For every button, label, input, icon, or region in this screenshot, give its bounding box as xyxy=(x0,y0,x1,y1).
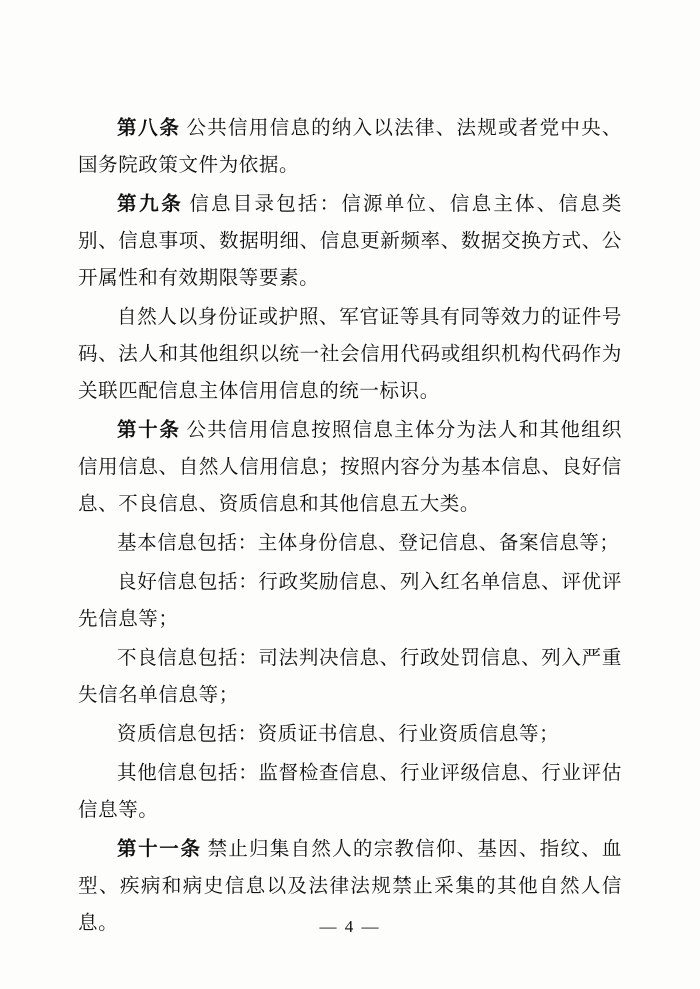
paragraph-text: 其他信息包括：监督检查信息、行业评级信息、行业评估信息等。 xyxy=(78,763,622,821)
paragraph xyxy=(78,755,622,829)
paragraph-text: 自然人以身份证或护照、军官证等具有同等效力的证件号码、法人和其他组织以统一社会信用代码或组织机构代码作为关联匹配信息主体信用信息的统一标识。 xyxy=(78,307,622,402)
paragraph xyxy=(78,564,622,638)
paragraph-text: 信息目录包括：信源单位、信息主体、信息类别、信息事项、数据明细、信息更新频率、数据交换方式、公开属性和有效期限等要素。 xyxy=(78,194,622,289)
page-footer xyxy=(0,917,700,937)
paragraph xyxy=(78,299,622,410)
paragraph xyxy=(78,412,622,523)
paragraph-text: 资质信息包括：资质证书信息、行业资质信息等； xyxy=(117,724,560,745)
article-label: 第十条 xyxy=(117,420,181,441)
paragraph xyxy=(78,640,622,714)
paragraph xyxy=(78,110,622,184)
paragraph-text: 公共信用信息按照信息主体分为法人和其他组织信用信息、自然人信用信息；按照内容分为基本信息、良好信息、不良信息、资质信息和其他信息五大类。 xyxy=(78,420,622,515)
paragraph-text: 公共信用信息的纳入以法律、法规或者党中央、国务院政策文件为依据。 xyxy=(78,118,622,176)
paragraph xyxy=(78,525,622,562)
paragraph-text: 禁止归集自然人的宗教信仰、基因、指纹、血型、疾病和病史信息以及法律法规禁止采集的其他自然人信息。 xyxy=(78,839,622,934)
paragraph xyxy=(78,716,622,753)
document-body xyxy=(78,110,622,942)
article-label: 第十一条 xyxy=(117,839,202,860)
paragraph-text: 良好信息包括：行政奖励信息、列入红名单信息、评优评先信息等； xyxy=(78,572,622,630)
article-label: 第八条 xyxy=(117,118,181,139)
article-label: 第九条 xyxy=(117,194,184,215)
paragraph-text: 不良信息包括：司法判决信息、行政处罚信息、列入严重失信名单信息等； xyxy=(78,648,622,706)
paragraph xyxy=(78,186,622,297)
page-number: — 4 — xyxy=(319,917,381,936)
paragraph-text: 基本信息包括：主体身份信息、登记信息、备案信息等； xyxy=(117,533,620,554)
